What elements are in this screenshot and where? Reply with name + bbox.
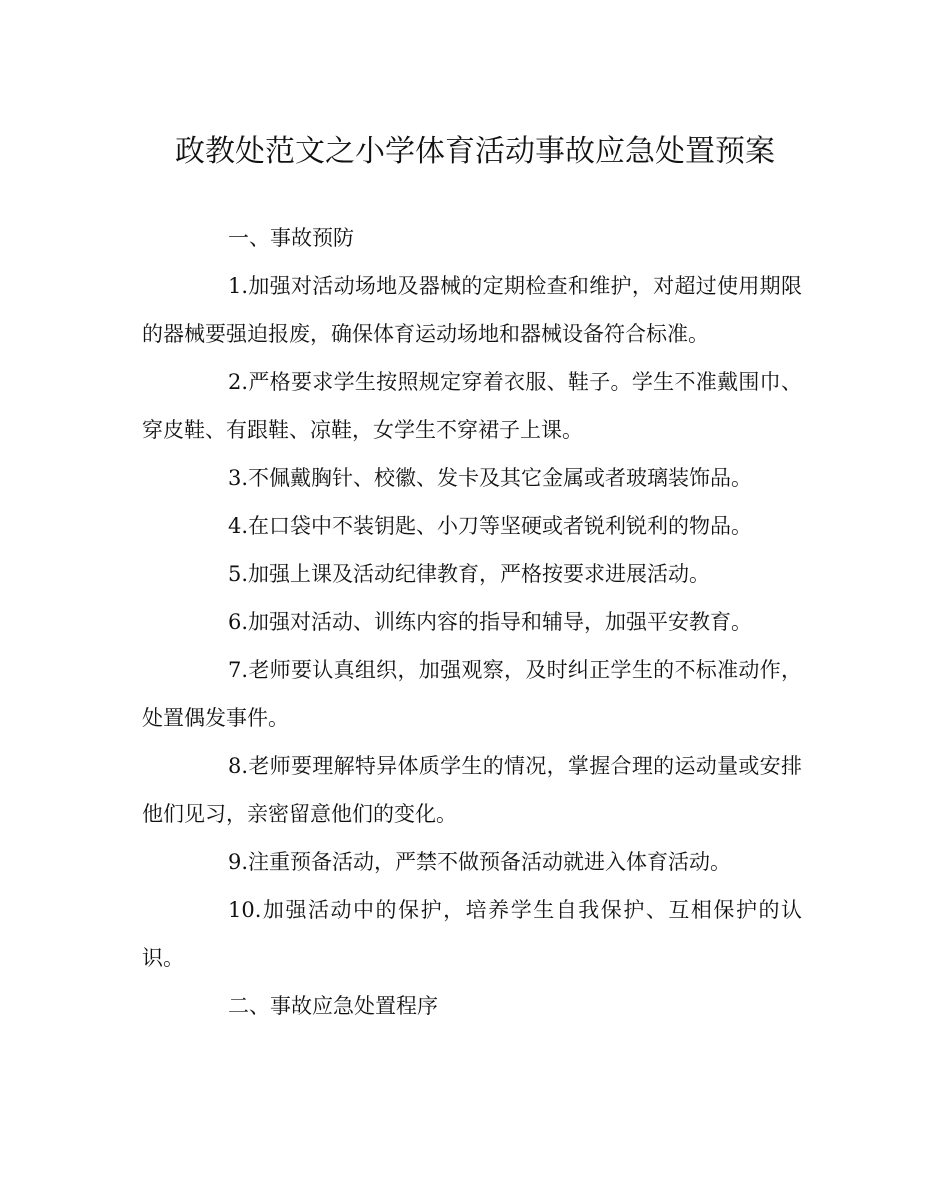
paragraph-item-9: 9.注重预备活动，严禁不做预备活动就进入体育活动。: [228, 850, 732, 874]
section-heading-prevention: 一、事故预防: [228, 226, 354, 250]
paragraph-item-4: 4.在口袋中不装钥匙、小刀等坚硬或者锐利锐利的物品。: [228, 514, 753, 538]
paragraph-item-3: 3.不佩戴胸针、校徽、发卡及其它金属或者玻璃装饰品。: [228, 466, 753, 490]
paragraph-item-1: 1.加强对活动场地及器械的定期检查和维护，对超过使用期限的器械要强迫报废，确保体育运动场地和器械设备符合标准。: [142, 274, 802, 346]
paragraph-item-2: 2.严格要求学生按照规定穿着衣服、鞋子。学生不准戴围巾、穿皮鞋、有跟鞋、凉鞋，女学生不穿裙子上课。: [142, 370, 802, 442]
paragraph-item-10: 10.加强活动中的保护，培养学生自我保护、互相保护的认识。: [142, 898, 802, 970]
paragraph-item-7: 7.老师要认真组织，加强观察，及时纠正学生的不标准动作，处置偶发事件。: [142, 658, 802, 730]
document-title: 政教处范文之小学体育活动事故应急处置预案: [175, 134, 775, 169]
paragraph-item-8: 8.老师要理解特异体质学生的情况，掌握合理的运动量或安排他们见习，亲密留意他们的变化。: [142, 754, 802, 826]
section-heading-emergency-procedure: 二、事故应急处置程序: [228, 994, 438, 1018]
paragraph-item-5: 5.加强上课及活动纪律教育，严格按要求进展活动。: [228, 562, 711, 586]
paragraph-item-6: 6.加强对活动、训练内容的指导和辅导，加强平安教育。: [228, 610, 753, 634]
document-body: [142, 214, 802, 1030]
